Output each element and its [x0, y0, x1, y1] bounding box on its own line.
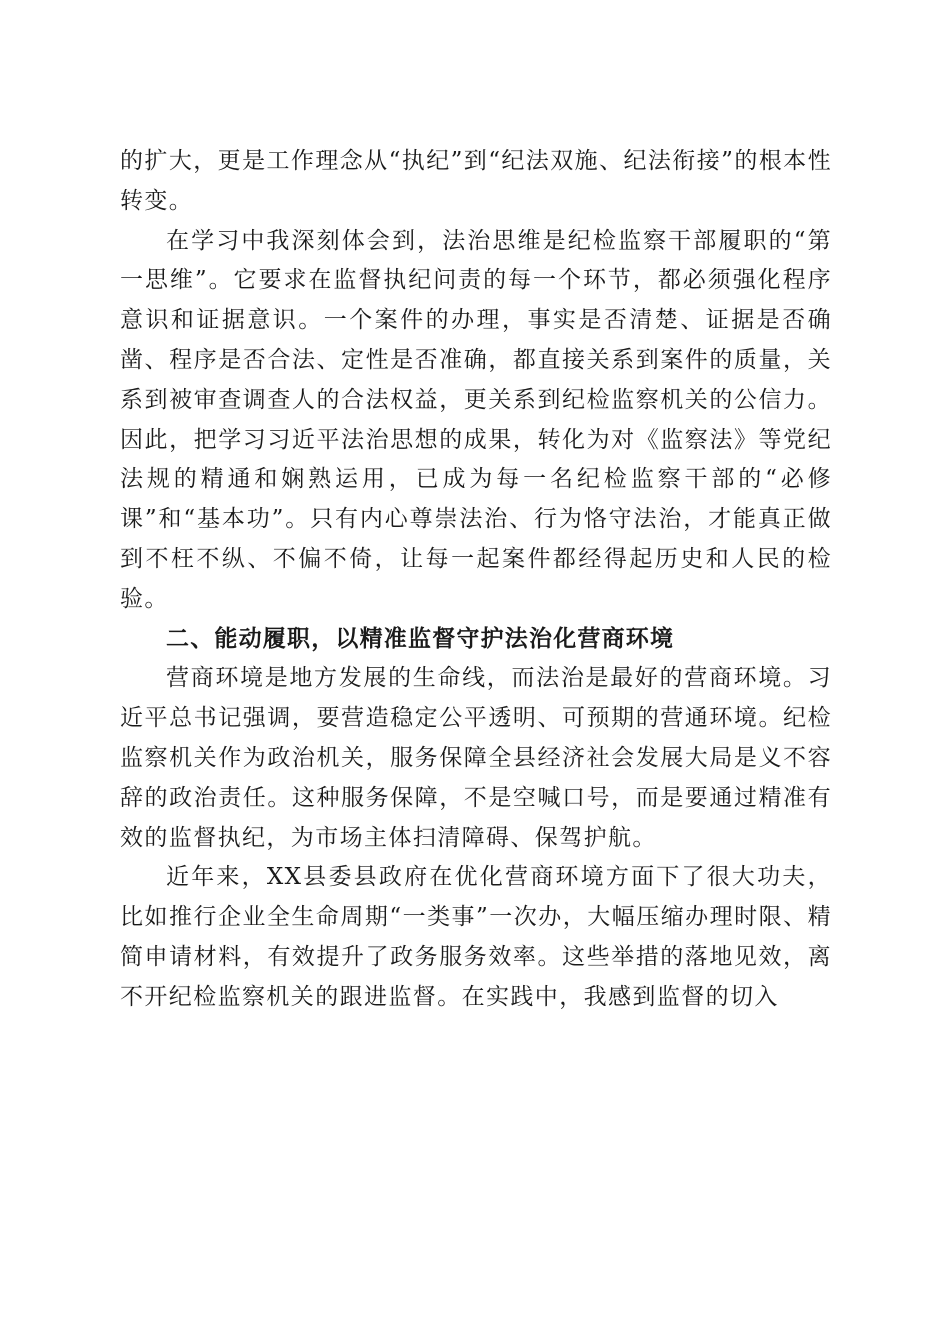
paragraph-business-environment: 营商环境是地方发展的生命线，而法治是最好的营商环境。习近平总书记强调，要营造稳定公平透明、可预期的营通环境。纪检监察机关作为政治机关，服务保障全县经济社会发展大局是义不容辞的政治责任。这种服务保障，不是空喊口号，而是要通过精准有效的监督执纪，为市场主体扫清障碍、保驾护航。	[120, 665, 832, 851]
paragraph-continuation: 的扩大，更是工作理念从“执纪”到“纪法双施、纪法衔接”的根本性转变。	[120, 148, 832, 214]
section-heading-2: 二、能动履职，以精准监督守护法治化营商环境	[166, 625, 675, 652]
document-body	[120, 142, 832, 1018]
paragraph-county-measures: 近年来，XX县委县政府在优化营商环境方面下了很大功夫，比如推行企业全生命周期“一类事”一次办，大幅压缩办理时限、精简申请材料，有效提升了政务服务效率。这些举措的落地见效，离不开纪检监察机关的跟进监督。在实践中，我感到监督的切入	[120, 864, 832, 1010]
paragraph-legal-thinking: 在学习中我深刻体会到，法治思维是纪检监察干部履职的“第一思维”。它要求在监督执纪问责的每一个环节，都必须强化程序意识和证据意识。一个案件的办理，事实是否清楚、证据是否确凿、程序是否合法、定性是否准确，都直接关系到案件的质量，关系到被审查调查人的合法权益，更关系到纪检监察机关的公信力。因此，把学习习近平法治思想的成果，转化为对《监察法》等党纪法规的精通和娴熟运用，已成为每一名纪检监察干部的“必修课”和“基本功”。只有内心尊崇法治、行为恪守法治，才能真正做到不枉不纵、不偏不倚，让每一起案件都经得起历史和人民的检验。	[120, 227, 832, 612]
